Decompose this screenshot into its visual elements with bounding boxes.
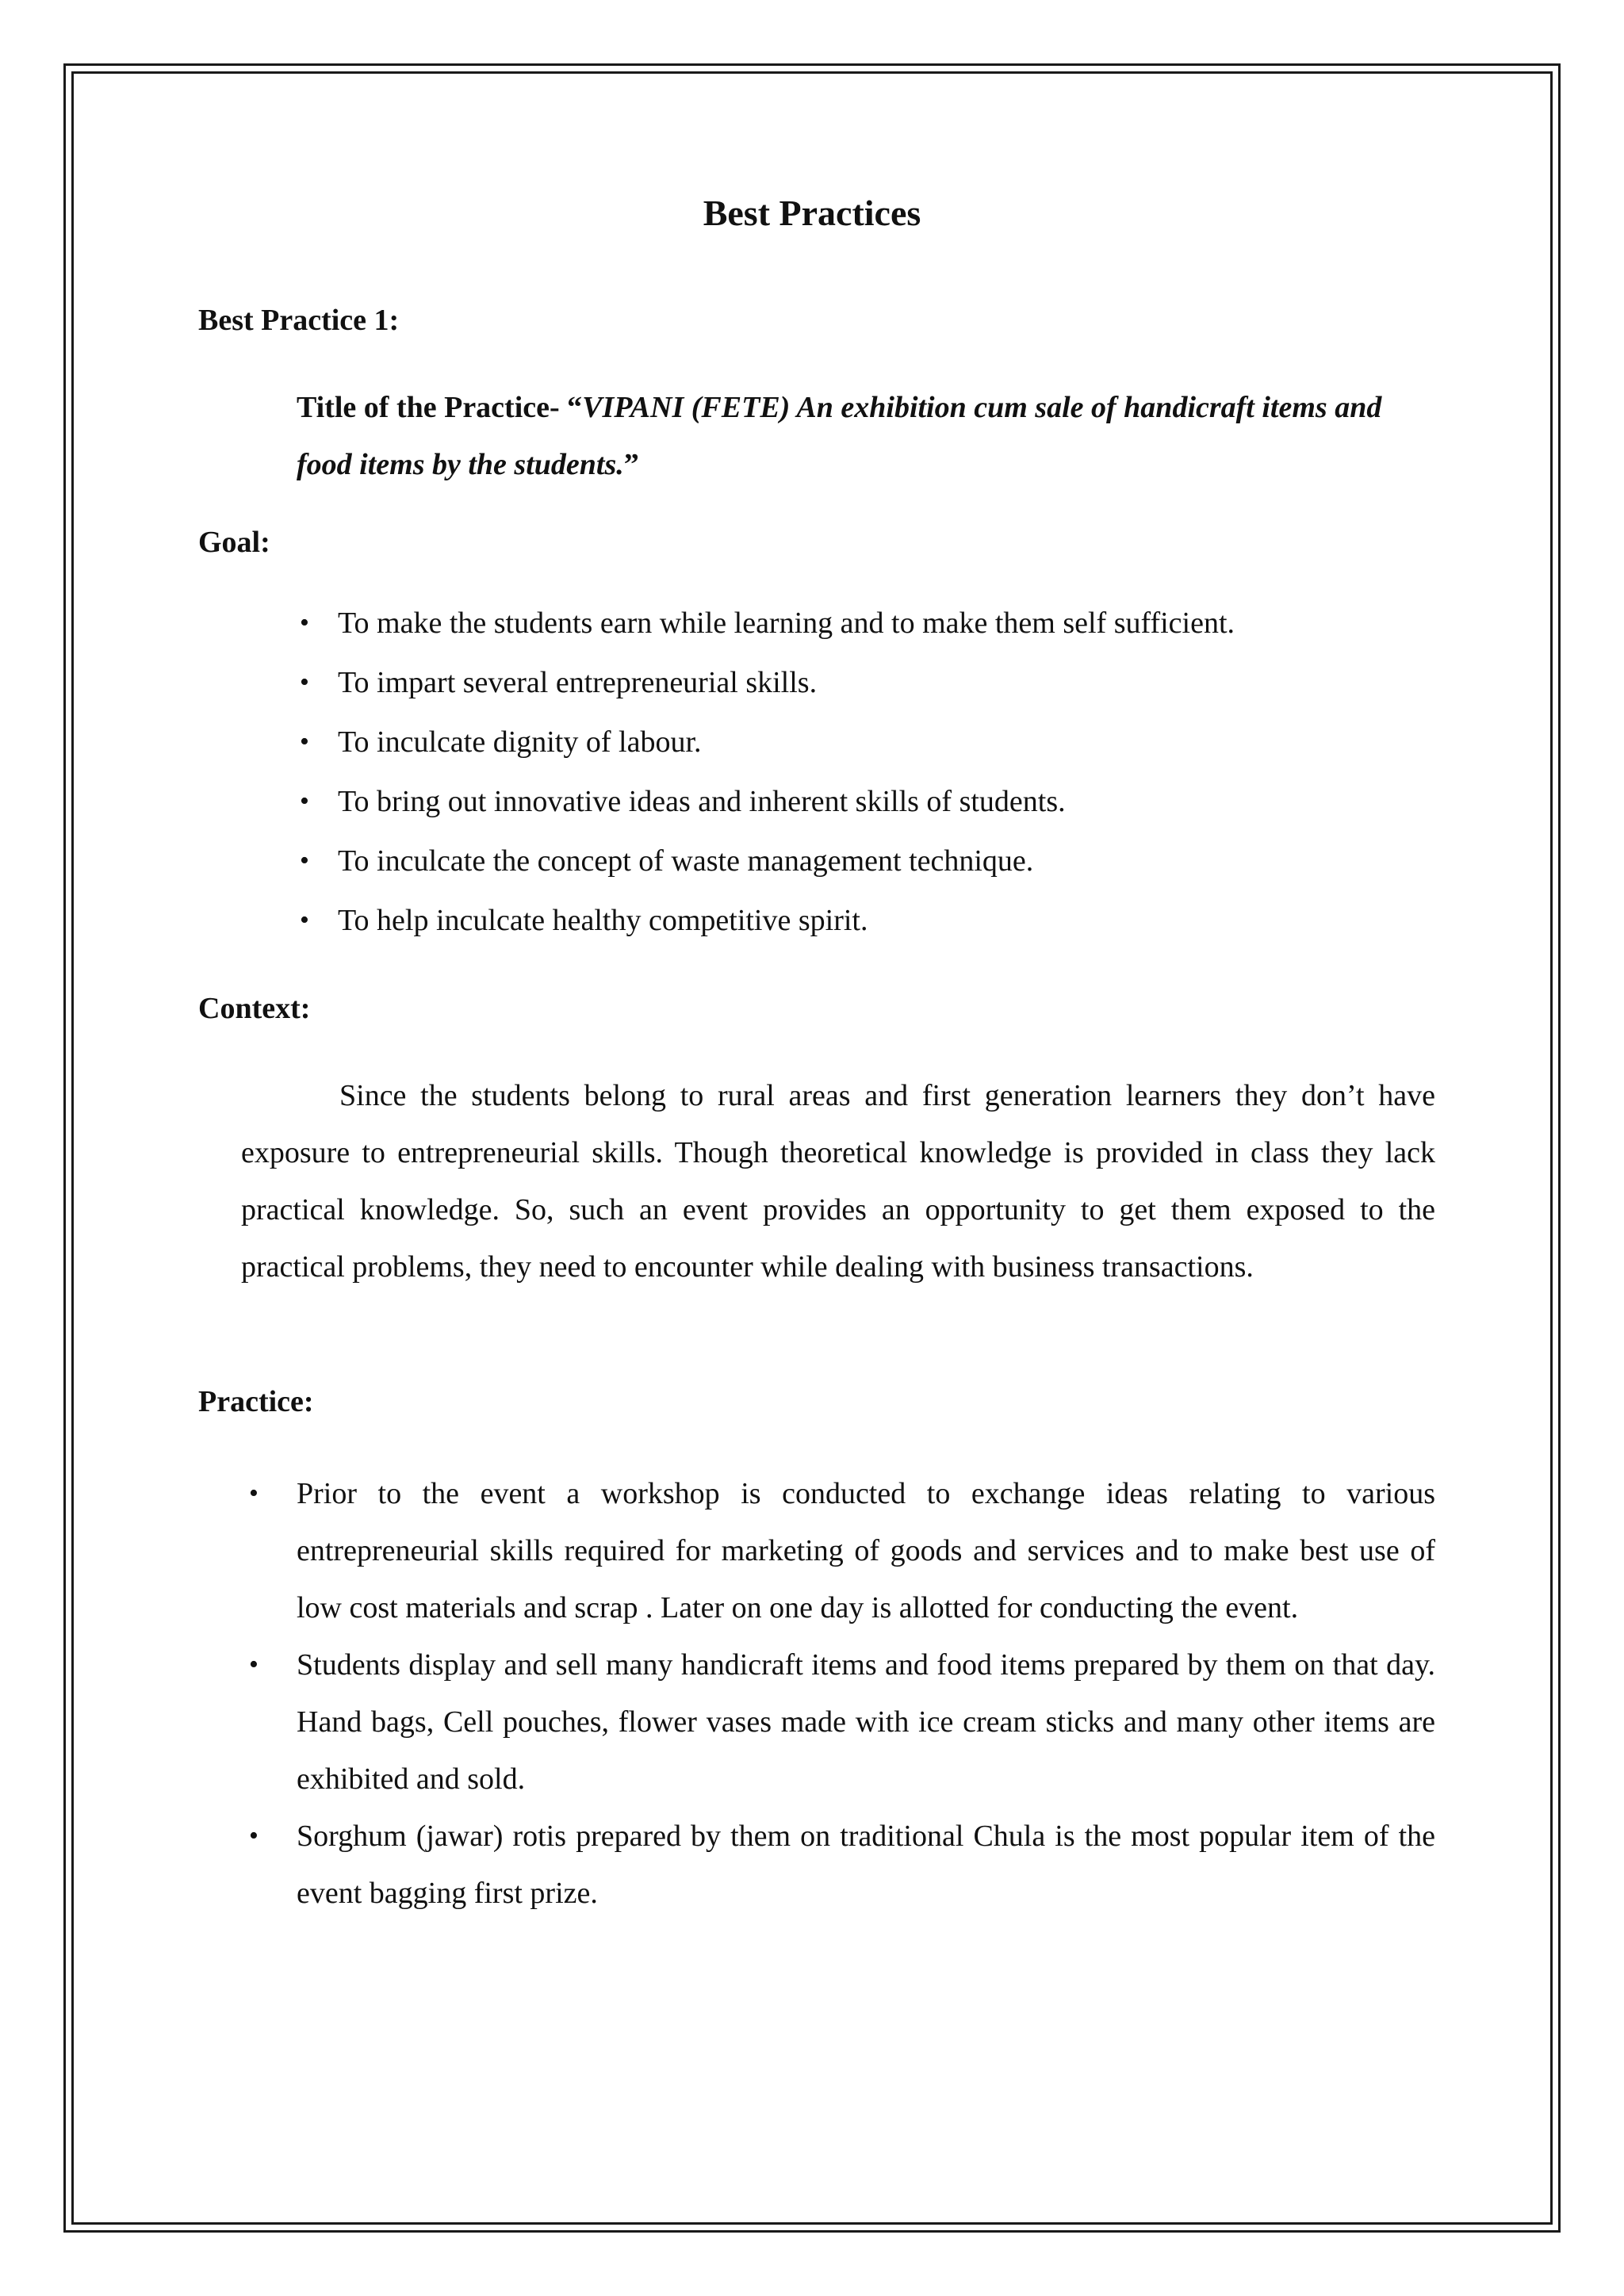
practice-title-prefix: Title of the Practice- “ [297, 391, 583, 424]
goal-heading: Goal: [198, 526, 270, 559]
practice-title [297, 379, 1435, 493]
goal-item-text: To help inculcate healthy competitive spirit. [338, 904, 868, 937]
bullet-icon: • [249, 1479, 259, 1508]
list-item [297, 901, 1235, 961]
bullet-icon: • [249, 1821, 259, 1850]
list-item [241, 1465, 1435, 1636]
bullet-icon: • [300, 786, 309, 816]
bullet-icon: • [300, 668, 309, 697]
bullet-icon: • [300, 846, 309, 875]
list-item [241, 1636, 1435, 1808]
list-item [241, 1808, 1435, 1922]
list-item [297, 783, 1235, 842]
practice-item-text: Sorghum (jawar) rotis prepared by them on traditional Chula is the most popular item of the event bagging first prize. [297, 1820, 1435, 1910]
goal-item-text: To make the students earn while learning and to make them self sufficient. [338, 607, 1235, 640]
practice-item-text: Students display and sell many handicraft items and food items prepared by them on that day. Hand bags, Cell pouches, flower vases made with ice cream sticks and many other items are exhibited and sold. [297, 1648, 1435, 1796]
bullet-icon: • [249, 1650, 259, 1679]
practice-heading: Practice: [198, 1385, 314, 1418]
practice-title-name: VIPANI (FETE) An exhibition cum sale of handicraft items and food items by the students. [297, 391, 1382, 481]
section-label: Best Practice 1: [198, 304, 400, 337]
goal-item-text: To inculcate dignity of labour. [338, 725, 702, 759]
bullet-icon: • [300, 727, 309, 756]
bullet-icon: • [300, 608, 309, 637]
list-item [297, 723, 1235, 783]
practice-title-suffix: ” [623, 448, 639, 481]
list-item [297, 664, 1235, 723]
practice-list [241, 1465, 1435, 1922]
goal-item-text: To impart several entrepreneurial skills. [338, 666, 818, 699]
list-item [297, 842, 1235, 901]
practice-item-text: Prior to the event a workshop is conducted to exchange ideas relating to various entrepreneurial skills required for marketing of goods and services and to make best use of low cost materials and scrap . Later on one day is allotted for conducting the event. [297, 1477, 1435, 1624]
page-title: Best Practices [703, 193, 921, 233]
goal-item-text: To inculcate the concept of waste management technique. [338, 844, 1034, 878]
list-item [297, 604, 1235, 664]
context-heading: Context: [198, 992, 311, 1025]
context-paragraph: Since the students belong to rural areas and first generation learners they don’t have exposure to entrepreneurial skills. Though theoretical knowledge is provided in class they lack practical knowledge. So, such an event provides an opportunity to get them exposed to the practical problems, they need to encounter while dealing with business transactions. [241, 1079, 1435, 1284]
bullet-icon: • [300, 905, 309, 935]
goal-item-text: To bring out innovative ideas and inherent skills of students. [338, 785, 1066, 818]
goal-list [297, 604, 1235, 961]
